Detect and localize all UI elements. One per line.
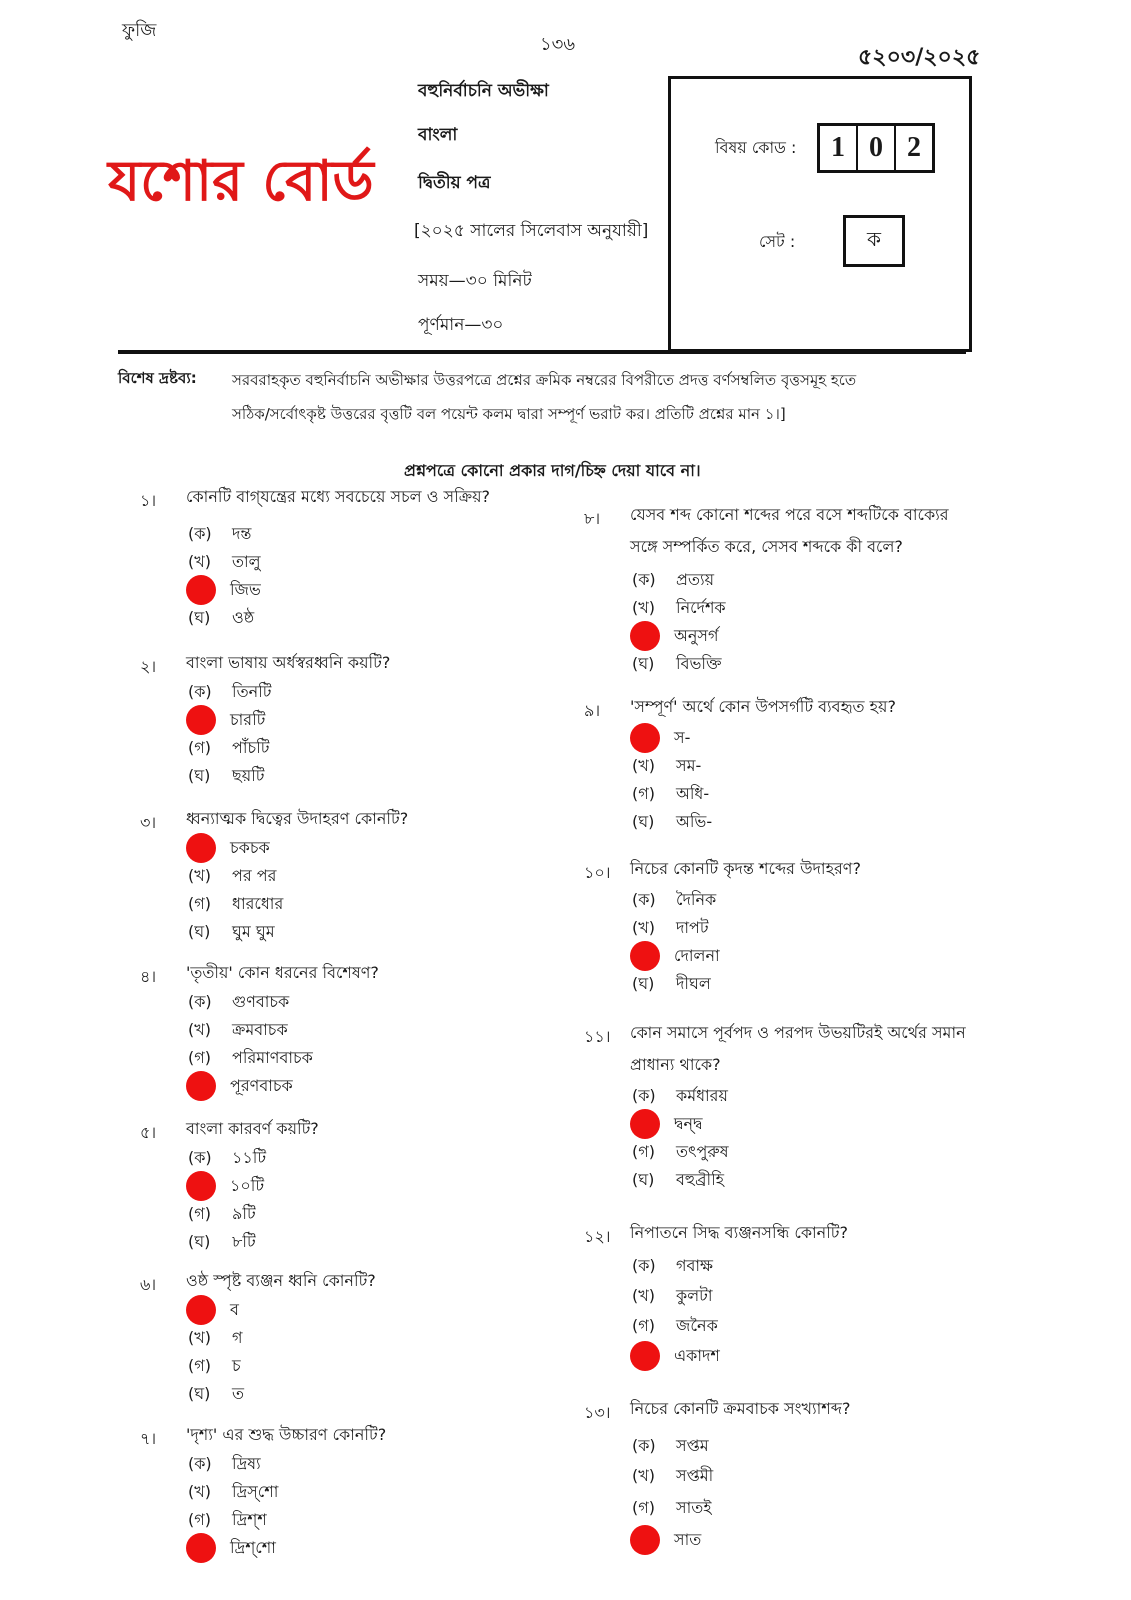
filled-answer-bubble [630, 1341, 660, 1371]
question-text: 'সম্পূর্ণ' অর্থে কোন উপসর্গটি ব্যবহৃত হয়? [630, 697, 896, 716]
option-label: (গ) [632, 1141, 655, 1161]
answer-option [188, 1324, 243, 1352]
paper-code: ৫২০৩/২০২৫ [858, 45, 981, 70]
question-number: ৫। [140, 1123, 157, 1142]
answer-option [188, 1352, 241, 1380]
code-box [668, 76, 972, 352]
question-number: ৪। [140, 967, 157, 986]
filled-answer-bubble [186, 1171, 216, 1201]
warning-text: প্রশ্নপত্রে কোনো প্রকার দাগ/চিহ্ন দেয়া যাবে না। [404, 461, 701, 480]
option-label: (ঘ) [632, 1169, 655, 1189]
exam-type: বহুনির্বাচনি অভীক্ষা [418, 81, 549, 101]
filled-answer-bubble [186, 705, 216, 735]
answer-option [188, 918, 275, 946]
answer-option [632, 1282, 712, 1310]
option-text: ৮টি [232, 1231, 256, 1251]
answer-option [632, 1082, 728, 1110]
answer-option [188, 1506, 267, 1534]
option-text: ১১টি [232, 1147, 267, 1167]
filled-answer-bubble [186, 575, 216, 605]
question-number: ৮। [584, 509, 601, 528]
subject-code-digit: 2 [894, 126, 932, 170]
option-text: অধি- [676, 783, 710, 803]
answer-option [632, 566, 714, 594]
header-divider [118, 350, 966, 354]
answer-option [188, 762, 264, 790]
option-label: (খ) [632, 597, 655, 617]
option-label: (গ) [632, 783, 655, 803]
option-text: কর্মধারয় [676, 1085, 728, 1105]
question-text: যেসব শব্দ কোনো শব্দের পরে বসে শব্দটিকে বাক্যের [630, 505, 949, 524]
option-text: দ্বন্দ্ব [674, 1113, 703, 1133]
option-label: (খ) [188, 551, 211, 571]
option-text: চ [232, 1355, 241, 1375]
option-text: ১০টি [230, 1175, 265, 1195]
question-text: বাংলা ভাষায় অর্ধস্বরধ্বনি কয়টি? [186, 653, 391, 672]
instruction-line-2: সঠিক/সর্বোৎকৃষ্ট উত্তরের বৃত্তটি বল পয়েন্ট কলম দ্বারা সম্পূর্ণ ভরাট কর। প্রতিটি প্রশ্নের মান ১।] [232, 405, 786, 423]
subject: বাংলা [418, 125, 458, 145]
filled-answer-bubble [630, 941, 660, 971]
option-label: (ক) [188, 523, 212, 543]
option-text: ক্রমবাচক [232, 1019, 288, 1039]
question-text: নিচের কোনটি ক্রমবাচক সংখ্যাশব্দ? [630, 1399, 851, 1418]
option-text: সপ্তম [676, 1435, 709, 1455]
option-text: দন্ত [232, 523, 252, 543]
option-label: (ক) [188, 1453, 212, 1473]
full-marks: পূর্ণমান—৩০ [418, 315, 504, 335]
option-label: (খ) [188, 1327, 211, 1347]
option-text: ধারধোর [232, 893, 284, 913]
option-label: (ঘ) [632, 653, 655, 673]
option-text: কুলটা [676, 1285, 713, 1305]
set-label: সেট : [759, 232, 796, 251]
option-label: (ক) [632, 889, 656, 909]
option-text: একাদশ [674, 1345, 720, 1365]
question-number: ৭। [140, 1429, 157, 1448]
option-label: (খ) [632, 1285, 655, 1305]
answer-option [188, 988, 289, 1016]
option-label: (গ) [632, 1497, 655, 1517]
option-text: দাপট [676, 917, 709, 937]
question-text: নিপাতনে সিদ্ধ ব্যঞ্জনসন্ধি কোনটি? [630, 1223, 848, 1242]
option-label: (ক) [632, 1435, 656, 1455]
question-number: ১২। [584, 1227, 611, 1246]
answer-option [632, 780, 709, 808]
option-label: (গ) [188, 893, 211, 913]
answer-option [188, 1172, 264, 1200]
subject-code [817, 123, 935, 173]
option-label: (গ) [188, 1509, 211, 1529]
question-text: কোনটি বাগ্‌যন্ত্রের মধ্যে সবচেয়ে সচল ও সক্রিয়? [186, 487, 490, 506]
question-text: 'তৃতীয়' কোন ধরনের বিশেষণ? [186, 963, 379, 982]
option-text: ছয়টি [232, 765, 265, 785]
answer-option [188, 1478, 278, 1506]
question-text: নিচের কোনটি কৃদন্ত শব্দের উদাহরণ? [630, 859, 861, 878]
answer-option [632, 1494, 712, 1522]
answer-option [632, 942, 720, 970]
question-number: ১। [140, 491, 157, 510]
option-label: (খ) [632, 1465, 655, 1485]
question-number: ১৩। [584, 1403, 611, 1422]
option-text: অনুসর্গ [674, 625, 719, 645]
answer-option [632, 650, 722, 678]
option-text: গ [232, 1327, 243, 1347]
answer-option [188, 890, 283, 918]
option-text: সম- [676, 755, 702, 775]
answer-option [632, 970, 711, 998]
answer-option [188, 1072, 293, 1100]
option-text: দ্রিস্‌শো [232, 1481, 279, 1501]
answer-option [188, 1450, 261, 1478]
answer-option [188, 734, 269, 762]
question-text: ধ্বন্যাত্মক দ্বিত্বের উদাহরণ কোনটি? [186, 809, 409, 828]
option-text: দীঘল [676, 973, 711, 993]
answer-option [632, 914, 709, 942]
syllabus-note: [২০২৫ সালের সিলেবাস অনুযায়ী] [414, 221, 649, 241]
option-label: (ক) [188, 681, 212, 701]
option-label: (খ) [188, 865, 211, 885]
answer-option [632, 1138, 729, 1166]
option-label: (ক) [632, 1255, 656, 1275]
set-value: ক [843, 215, 905, 267]
answer-option [188, 706, 265, 734]
option-text: পর পর [232, 865, 277, 885]
filled-answer-bubble [186, 1533, 216, 1563]
filled-answer-bubble [630, 1109, 660, 1139]
question-text-cont: প্রাধান্য থাকে? [630, 1055, 721, 1074]
option-label: (গ) [188, 1203, 211, 1223]
instruction-line-1: সরবরাহকৃত বহুনির্বাচনি অভীক্ষার উত্তরপত্রে প্রশ্নের ক্রমিক নম্বরের বিপরীতে প্রদত্ত বর্ণসম্বলিত বৃত্তসমূহ হতে [232, 371, 857, 389]
filled-answer-bubble [186, 1071, 216, 1101]
option-label: (খ) [632, 755, 655, 775]
option-text: সাতই [676, 1497, 712, 1517]
answer-option [632, 1312, 718, 1340]
answer-option [632, 1432, 709, 1460]
option-text: ব [230, 1299, 239, 1319]
option-label: (ক) [632, 569, 656, 589]
option-label: (ঘ) [632, 973, 655, 993]
option-label: (খ) [188, 1481, 211, 1501]
option-text: তিনটি [232, 681, 272, 701]
answer-option [632, 622, 718, 650]
option-text: সাত [674, 1529, 702, 1549]
option-text: বহুব্রীহি [676, 1169, 725, 1189]
answer-option [632, 1462, 713, 1490]
answer-option [632, 1166, 724, 1194]
filled-answer-bubble [630, 621, 660, 651]
option-text: তৎপুরুষ [676, 1141, 729, 1161]
answer-option [188, 1296, 239, 1324]
option-text: জিভ [230, 579, 261, 599]
answer-option [188, 678, 271, 706]
option-label: (ক) [188, 991, 212, 1011]
answer-option [188, 834, 270, 862]
option-text: গবাক্ষ [676, 1255, 713, 1275]
option-text: প্রত্যয় [676, 569, 715, 589]
option-label: (ঘ) [188, 1383, 211, 1403]
option-text: দ্রিষ্য [232, 1453, 261, 1473]
exam-time: সময়—৩০ মিনিট [418, 271, 532, 291]
answer-option [188, 1200, 256, 1228]
answer-option [632, 1342, 720, 1370]
option-text: স- [674, 727, 691, 747]
question-text: কোন সমাসে পূর্বপদ ও পরপদ উভয়টিরই অর্থের সমান [630, 1023, 966, 1042]
answer-option [188, 576, 261, 604]
answer-option [188, 1016, 288, 1044]
option-label: (গ) [188, 1355, 211, 1375]
answer-option [188, 1534, 276, 1562]
question-number: ১০। [584, 863, 611, 882]
option-label: (খ) [632, 917, 655, 937]
option-label: (ঘ) [188, 1231, 211, 1251]
option-label: (গ) [188, 737, 211, 757]
option-text: তালু [232, 551, 261, 571]
option-text: দ্রিশ্‌শো [230, 1537, 276, 1557]
answer-option [188, 1380, 244, 1408]
question-text: বাংলা কারবর্ণ কয়টি? [186, 1119, 319, 1138]
filled-answer-bubble [186, 1295, 216, 1325]
answer-option [188, 1044, 313, 1072]
answer-option [188, 548, 261, 576]
option-text: চকচক [230, 837, 270, 857]
subject-code-digit: 1 [831, 132, 845, 163]
question-text: ওষ্ঠ স্পৃষ্ট ব্যঞ্জন ধ্বনি কোনটি? [186, 1271, 376, 1290]
option-label: (ঘ) [632, 811, 655, 831]
option-text: ঘুম ঘুম [232, 921, 275, 941]
option-text: অভি- [676, 811, 713, 831]
filled-answer-bubble [186, 833, 216, 863]
question-number: ৩। [140, 813, 157, 832]
question-number: ৬। [140, 1275, 157, 1294]
question-number: ৯। [584, 701, 601, 720]
answer-option [188, 1144, 266, 1172]
option-text: সপ্তমী [676, 1465, 714, 1485]
answer-option [188, 1228, 256, 1256]
page-number: ১৩৬ [540, 34, 576, 55]
answer-option [188, 520, 251, 548]
option-text: গুণবাচক [232, 991, 290, 1011]
board-name: যশোর বোর্ড [108, 148, 374, 214]
question-number: ২। [140, 657, 157, 676]
option-text: জনৈক [676, 1315, 718, 1335]
option-text: দোলনা [674, 945, 720, 965]
subject-code-digit: 0 [856, 126, 894, 170]
option-label: (খ) [188, 1019, 211, 1039]
option-label: (ঘ) [188, 607, 211, 627]
option-label: (ক) [188, 1147, 212, 1167]
question-text: 'দৃশ্য' এর শুদ্ধ উচ্চারণ কোনটি? [186, 1425, 387, 1444]
answer-option [188, 604, 254, 632]
option-text: পাঁচটি [232, 737, 270, 757]
paper: দ্বিতীয় পত্র [418, 173, 491, 193]
instruction-label: বিশেষ দ্রষ্টব্য: [118, 369, 197, 387]
option-text: বিভক্তি [676, 653, 722, 673]
filled-answer-bubble [630, 1525, 660, 1555]
option-text: পরিমাণবাচক [232, 1047, 313, 1067]
answer-option [632, 594, 726, 622]
answer-option [632, 1252, 713, 1280]
answer-option [632, 1110, 703, 1138]
filled-answer-bubble [630, 723, 660, 753]
answer-option [188, 862, 276, 890]
answer-option [632, 752, 701, 780]
option-text: দৈনিক [676, 889, 717, 909]
option-label: (ঘ) [188, 765, 211, 785]
question-text-cont: সঙ্গে সম্পর্কিত করে, সেসব শব্দকে কী বলে? [630, 537, 903, 556]
answer-option [632, 1526, 701, 1554]
subject-code-label: বিষয় কোড : [715, 138, 797, 157]
option-text: নির্দেশক [676, 597, 726, 617]
answer-option [632, 808, 712, 836]
option-text: পূরণবাচক [230, 1075, 293, 1095]
option-text: ৯টি [232, 1203, 256, 1223]
option-label: (ঘ) [188, 921, 211, 941]
option-text: ওষ্ঠ [232, 607, 255, 627]
option-text: দ্রিশ্‌শ [232, 1509, 267, 1529]
option-label: (ক) [632, 1085, 656, 1105]
answer-option [632, 886, 716, 914]
option-text: চারটি [230, 709, 266, 729]
option-label: (গ) [632, 1315, 655, 1335]
option-label: (গ) [188, 1047, 211, 1067]
question-number: ১১। [584, 1027, 611, 1046]
answer-option [632, 724, 690, 752]
option-text: ত [232, 1383, 245, 1403]
corner-label: ফুজি [122, 20, 157, 41]
